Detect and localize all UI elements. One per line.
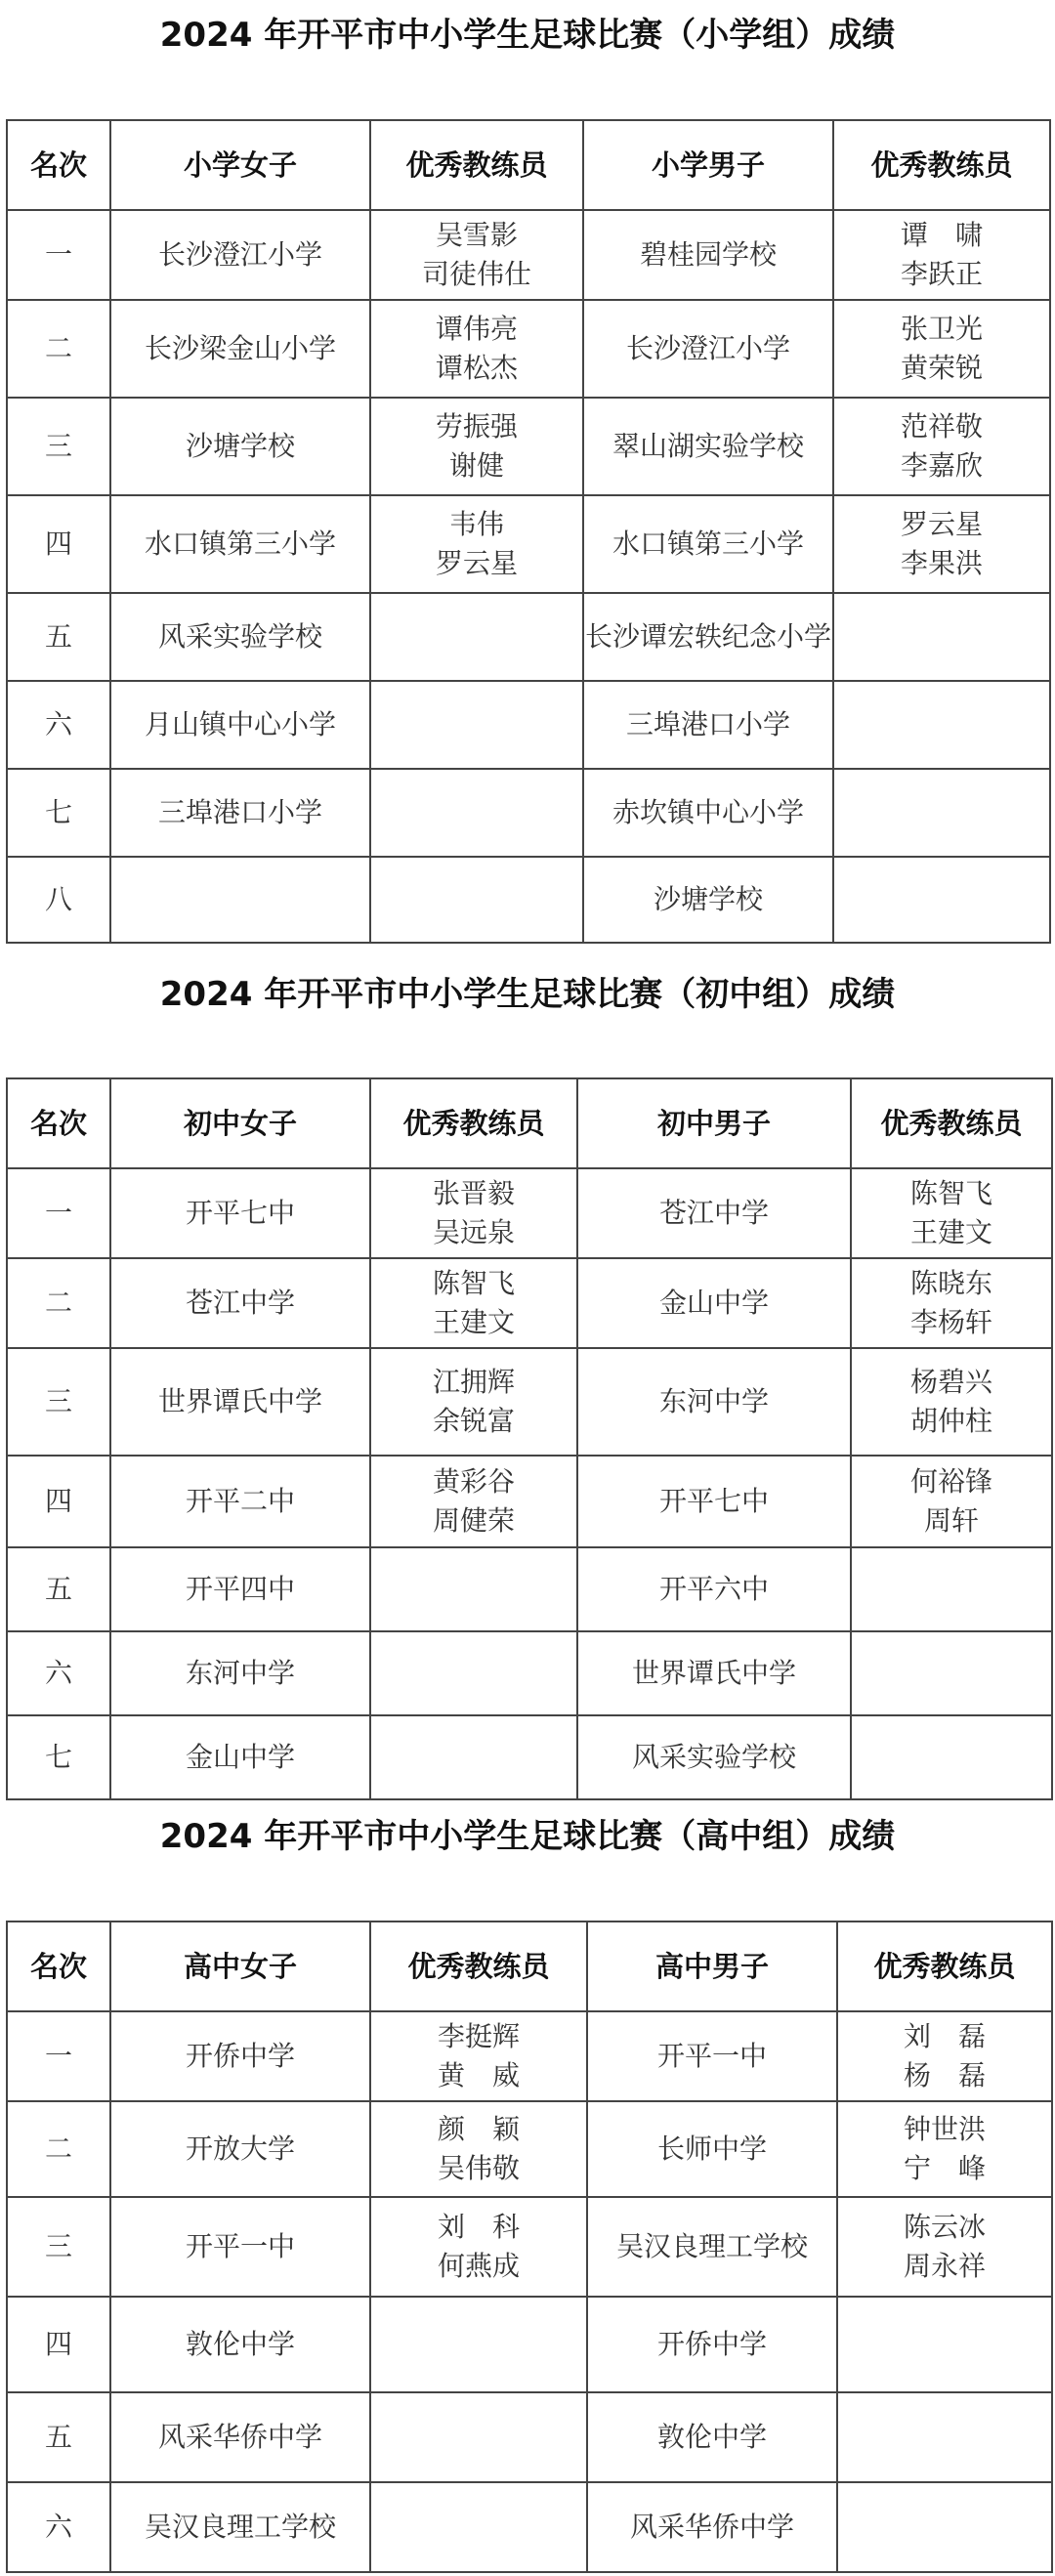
rank-cell: 二 — [7, 300, 110, 398]
column-header: 小学女子 — [110, 120, 370, 210]
results-table-primary — [6, 119, 1051, 944]
table-row — [7, 1258, 1052, 1348]
coach-cell — [837, 2197, 1052, 2297]
boys-team-cell: 水口镇第三小学 — [583, 495, 833, 593]
coach-name: 周永祥 — [903, 2250, 986, 2282]
column-header: 名次 — [7, 1921, 110, 2011]
boys-team-cell: 开平七中 — [577, 1456, 851, 1547]
coach-name: 陈智飞 — [909, 1177, 992, 1209]
rank-cell: 七 — [7, 769, 110, 857]
rank-cell: 六 — [7, 2482, 110, 2572]
rank-cell: 一 — [7, 2011, 110, 2101]
coach-name: 颜 颖 — [437, 2113, 520, 2145]
coach-cell — [370, 769, 583, 857]
coach-cell — [833, 857, 1050, 943]
coach-name: 韦伟 — [448, 508, 504, 540]
girls-team-cell: 水口镇第三小学 — [110, 495, 370, 593]
title-junior: 2024 年开平市中小学生足球比赛（初中组）成绩 — [159, 975, 896, 1014]
girls-team-cell: 敦伦中学 — [110, 2297, 370, 2392]
boys-team-cell: 碧桂园学校 — [583, 210, 833, 300]
girls-team-cell: 月山镇中心小学 — [110, 681, 370, 769]
coach-name: 刘 科 — [437, 2211, 520, 2243]
coach-cell — [851, 1168, 1052, 1258]
boys-team-cell: 长师中学 — [587, 2101, 837, 2197]
coach-name: 罗云星 — [900, 508, 983, 540]
coach-name: 罗云星 — [435, 547, 518, 579]
coach-name: 司徒伟仕 — [421, 258, 531, 290]
table-row — [7, 681, 1050, 769]
coach-name: 胡仲柱 — [909, 1405, 992, 1437]
coach-name: 李挺辉 — [437, 2020, 520, 2052]
girls-team-cell: 开平四中 — [110, 1547, 370, 1631]
rank-cell: 五 — [7, 2392, 110, 2482]
rank-cell: 一 — [7, 210, 110, 300]
coach-cell — [370, 1456, 577, 1547]
boys-team-cell: 苍江中学 — [577, 1168, 851, 1258]
boys-team-cell: 开侨中学 — [587, 2297, 837, 2392]
coach-cell — [851, 1258, 1052, 1348]
girls-team-cell: 开平一中 — [110, 2197, 370, 2297]
boys-team-cell: 吴汉良理工学校 — [587, 2197, 837, 2297]
results-table-senior — [6, 1921, 1053, 2573]
coach-name: 陈智飞 — [432, 1267, 515, 1299]
coach-cell — [370, 681, 583, 769]
girls-team-cell — [110, 857, 370, 943]
coach-name: 余锐富 — [432, 1405, 515, 1437]
table-row — [7, 857, 1050, 943]
column-header: 初中男子 — [577, 1078, 851, 1168]
girls-team-cell: 东河中学 — [110, 1631, 370, 1715]
coach-name: 周健荣 — [432, 1504, 515, 1537]
girls-team-cell: 开放大学 — [110, 2101, 370, 2197]
coach-cell — [370, 1631, 577, 1715]
girls-team-cell: 开平七中 — [110, 1168, 370, 1258]
coach-cell — [851, 1715, 1052, 1799]
girls-team-cell: 世界谭氏中学 — [110, 1348, 370, 1456]
table-row — [7, 2297, 1052, 2392]
table-row — [7, 2011, 1052, 2101]
column-header: 优秀教练员 — [837, 1921, 1052, 2011]
coach-name: 谭 啸 — [900, 219, 983, 251]
coach-name: 黄 威 — [437, 2059, 520, 2091]
coach-cell — [833, 210, 1050, 300]
boys-team-cell: 风采华侨中学 — [587, 2482, 837, 2572]
coach-name: 吴雪影 — [435, 219, 518, 251]
coach-name: 谢健 — [448, 449, 504, 482]
table-row — [7, 2482, 1052, 2572]
coach-name: 杨 磊 — [903, 2059, 986, 2091]
rank-cell: 三 — [7, 2197, 110, 2297]
rank-cell: 四 — [7, 495, 110, 593]
column-header: 名次 — [7, 1078, 110, 1168]
table-row — [7, 1547, 1052, 1631]
coach-cell — [370, 300, 583, 398]
girls-team-cell: 吴汉良理工学校 — [110, 2482, 370, 2572]
rank-cell: 二 — [7, 1258, 110, 1348]
coach-cell — [851, 1547, 1052, 1631]
boys-team-cell: 沙塘学校 — [583, 857, 833, 943]
coach-cell — [370, 398, 583, 495]
column-header: 名次 — [7, 120, 110, 210]
boys-team-cell: 敦伦中学 — [587, 2392, 837, 2482]
column-header: 小学男子 — [583, 120, 833, 210]
coach-cell — [851, 1456, 1052, 1547]
column-header: 优秀教练员 — [370, 120, 583, 210]
coach-name: 谭松杰 — [435, 352, 518, 384]
rank-cell: 五 — [7, 593, 110, 681]
coach-cell — [851, 1348, 1052, 1456]
coach-cell — [837, 2392, 1052, 2482]
coach-cell — [370, 2101, 587, 2197]
coach-name: 吴远泉 — [432, 1216, 515, 1248]
coach-name: 何燕成 — [437, 2250, 520, 2282]
coach-cell — [370, 2011, 587, 2101]
coach-cell — [837, 2297, 1052, 2392]
table-header-row — [7, 1921, 1052, 2011]
coach-cell — [370, 2392, 587, 2482]
table-header-row — [7, 1078, 1052, 1168]
girls-team-cell: 金山中学 — [110, 1715, 370, 1799]
coach-cell — [833, 681, 1050, 769]
coach-cell — [370, 857, 583, 943]
girls-team-cell: 沙塘学校 — [110, 398, 370, 495]
table-row — [7, 495, 1050, 593]
coach-name: 王建文 — [432, 1306, 515, 1338]
boys-team-cell: 长沙谭宏轶纪念小学 — [583, 593, 833, 681]
coach-name: 宁 峰 — [903, 2152, 986, 2184]
coach-name: 陈云冰 — [903, 2211, 986, 2243]
coach-cell — [833, 769, 1050, 857]
girls-team-cell: 开平二中 — [110, 1456, 370, 1547]
coach-cell — [370, 2297, 587, 2392]
boys-team-cell: 翠山湖实验学校 — [583, 398, 833, 495]
coach-cell — [370, 210, 583, 300]
rank-cell: 四 — [7, 1456, 110, 1547]
coach-cell — [370, 495, 583, 593]
column-header: 优秀教练员 — [370, 1078, 577, 1168]
coach-name: 黄彩谷 — [432, 1465, 515, 1498]
coach-cell — [370, 1168, 577, 1258]
coach-cell — [370, 2482, 587, 2572]
coach-cell — [833, 300, 1050, 398]
boys-team-cell: 开平六中 — [577, 1547, 851, 1631]
boys-team-cell: 长沙澄江小学 — [583, 300, 833, 398]
table-row — [7, 398, 1050, 495]
coach-cell — [837, 2482, 1052, 2572]
table-row — [7, 300, 1050, 398]
table-header-row — [7, 120, 1050, 210]
coach-name: 王建文 — [909, 1216, 992, 1248]
coach-cell — [833, 495, 1050, 593]
title-senior: 2024 年开平市中小学生足球比赛（高中组）成绩 — [159, 1817, 896, 1856]
boys-team-cell: 金山中学 — [577, 1258, 851, 1348]
coach-cell — [370, 1258, 577, 1348]
table-row — [7, 769, 1050, 857]
coach-name: 张晋毅 — [432, 1177, 515, 1209]
rank-cell: 八 — [7, 857, 110, 943]
coach-name: 刘 磊 — [903, 2020, 986, 2052]
boys-team-cell: 风采实验学校 — [577, 1715, 851, 1799]
girls-team-cell: 风采华侨中学 — [110, 2392, 370, 2482]
column-header: 优秀教练员 — [370, 1921, 587, 2011]
coach-name: 张卫光 — [900, 313, 983, 345]
coach-name: 李果洪 — [900, 547, 983, 579]
girls-team-cell: 长沙梁金山小学 — [110, 300, 370, 398]
coach-cell — [370, 2197, 587, 2297]
coach-cell — [370, 1348, 577, 1456]
table-row — [7, 1168, 1052, 1258]
results-table-junior — [6, 1077, 1053, 1800]
coach-cell — [837, 2101, 1052, 2197]
coach-cell — [837, 2011, 1052, 2101]
coach-name: 杨碧兴 — [909, 1366, 992, 1398]
coach-name: 谭伟亮 — [435, 313, 518, 345]
table-row — [7, 593, 1050, 681]
rank-cell: 四 — [7, 2297, 110, 2392]
column-header: 优秀教练员 — [833, 120, 1050, 210]
rank-cell: 三 — [7, 1348, 110, 1456]
coach-name: 李跃正 — [900, 258, 983, 290]
column-header: 高中女子 — [110, 1921, 370, 2011]
coach-cell — [370, 593, 583, 681]
coach-name: 周轩 — [923, 1504, 979, 1537]
boys-team-cell: 世界谭氏中学 — [577, 1631, 851, 1715]
boys-team-cell: 三埠港口小学 — [583, 681, 833, 769]
table-row — [7, 210, 1050, 300]
coach-name: 李嘉欣 — [900, 449, 983, 482]
coach-name: 李杨轩 — [909, 1306, 992, 1338]
coach-cell — [851, 1631, 1052, 1715]
rank-cell: 三 — [7, 398, 110, 495]
boys-team-cell: 开平一中 — [587, 2011, 837, 2101]
rank-cell: 一 — [7, 1168, 110, 1258]
table-row — [7, 1348, 1052, 1456]
coach-name: 江拥辉 — [432, 1366, 515, 1398]
girls-team-cell: 风采实验学校 — [110, 593, 370, 681]
rank-cell: 六 — [7, 681, 110, 769]
coach-name: 钟世洪 — [903, 2113, 986, 2145]
coach-name: 黄荣锐 — [900, 352, 983, 384]
girls-team-cell: 苍江中学 — [110, 1258, 370, 1348]
column-header: 初中女子 — [110, 1078, 370, 1168]
rank-cell: 七 — [7, 1715, 110, 1799]
girls-team-cell: 长沙澄江小学 — [110, 210, 370, 300]
title-primary: 2024 年开平市中小学生足球比赛（小学组）成绩 — [159, 16, 896, 55]
table-row — [7, 1715, 1052, 1799]
column-header: 高中男子 — [587, 1921, 837, 2011]
rank-cell: 六 — [7, 1631, 110, 1715]
table-row — [7, 2101, 1052, 2197]
table-row — [7, 2392, 1052, 2482]
column-header: 优秀教练员 — [851, 1078, 1052, 1168]
table-row — [7, 2197, 1052, 2297]
table-row — [7, 1456, 1052, 1547]
rank-cell: 二 — [7, 2101, 110, 2197]
coach-name: 劳振强 — [435, 410, 518, 443]
girls-team-cell: 三埠港口小学 — [110, 769, 370, 857]
table-row — [7, 1631, 1052, 1715]
boys-team-cell: 东河中学 — [577, 1348, 851, 1456]
coach-name: 陈晓东 — [909, 1267, 992, 1299]
coach-cell — [833, 593, 1050, 681]
rank-cell: 五 — [7, 1547, 110, 1631]
coach-cell — [370, 1715, 577, 1799]
boys-team-cell: 赤坎镇中心小学 — [583, 769, 833, 857]
girls-team-cell: 开侨中学 — [110, 2011, 370, 2101]
coach-cell — [370, 1547, 577, 1631]
coach-name: 吴伟敬 — [437, 2152, 520, 2184]
coach-cell — [833, 398, 1050, 495]
coach-name: 何裕锋 — [909, 1465, 992, 1498]
coach-name: 范祥敬 — [900, 410, 983, 443]
